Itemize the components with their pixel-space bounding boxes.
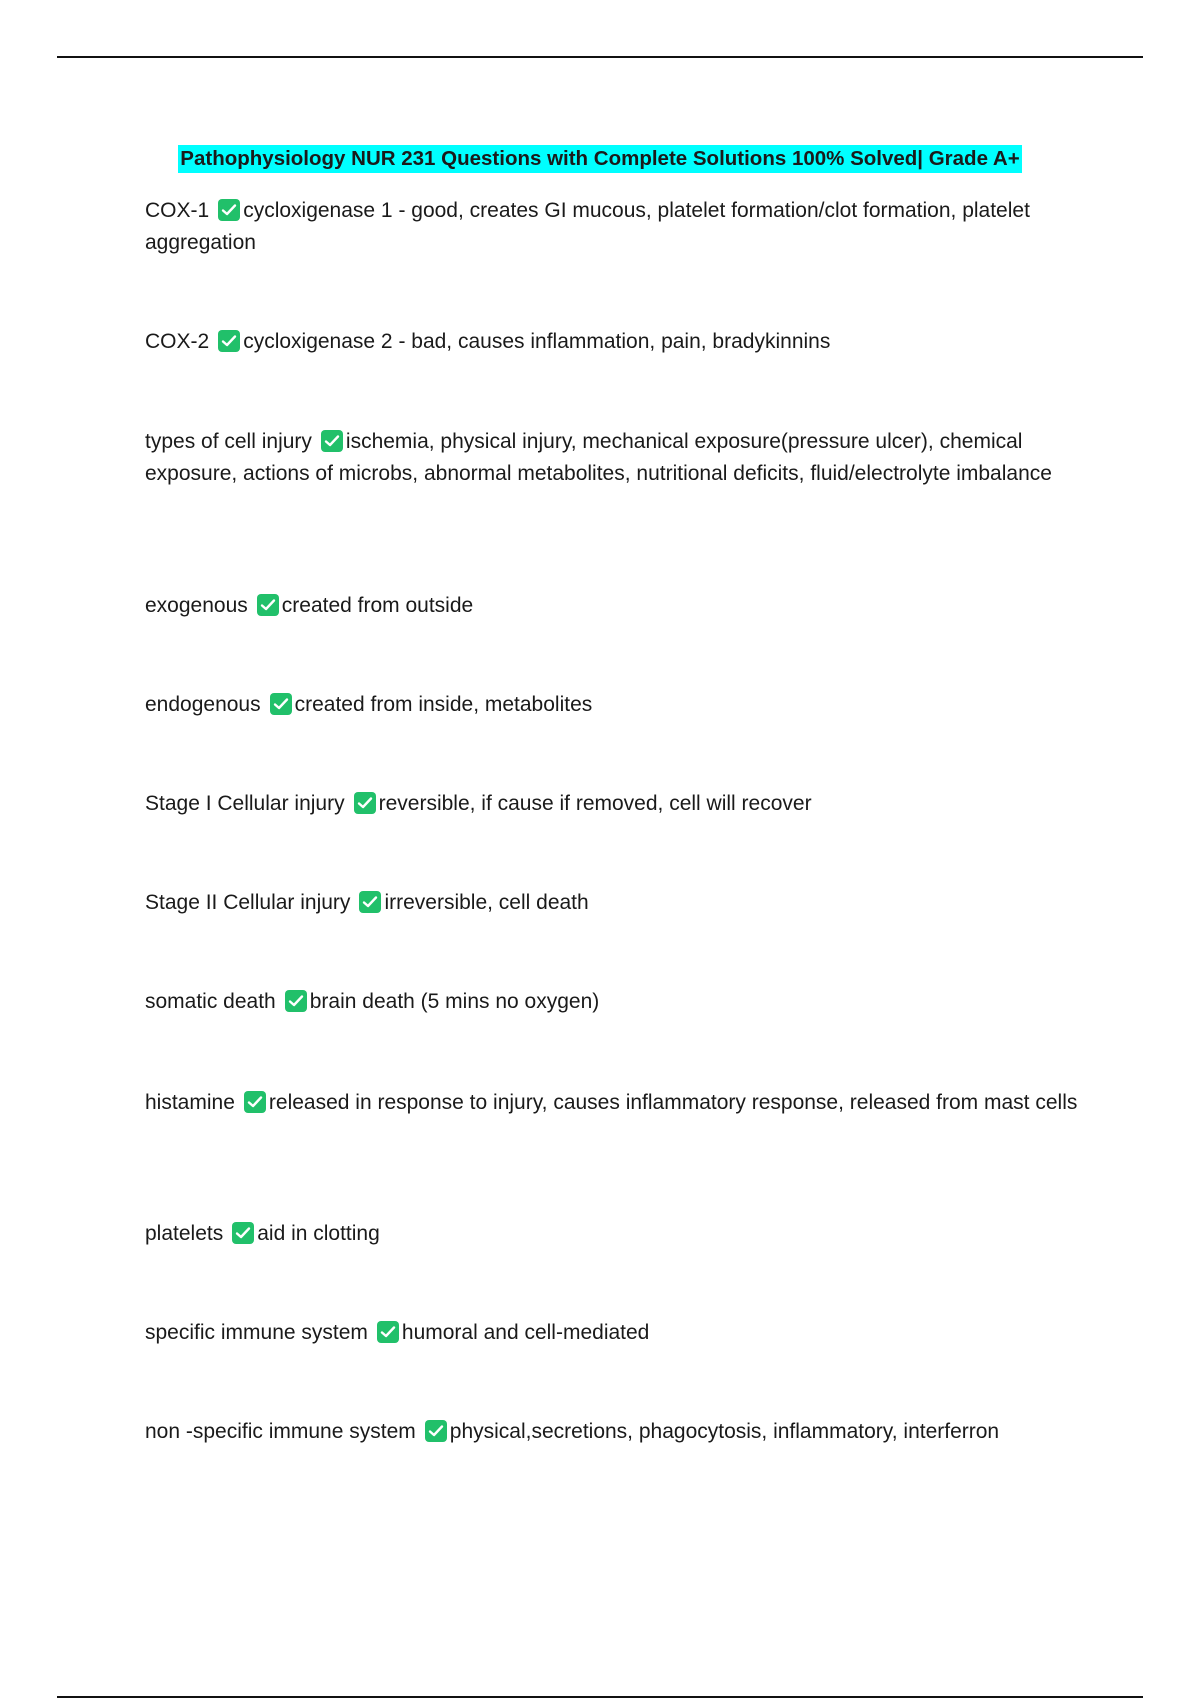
entry-somatic-death bbox=[145, 986, 1095, 1018]
entry-definition: irreversible, cell death bbox=[384, 891, 589, 914]
entry-definition: cycloxigenase 1 - good, creates GI mucous, platelet formation/clot formation, platelet aggregation bbox=[145, 199, 1030, 254]
check-mark-icon bbox=[232, 1222, 254, 1244]
entry-term: histamine bbox=[145, 1091, 235, 1114]
check-mark-icon bbox=[354, 792, 376, 814]
entry-definition: released in response to injury, causes inflammatory response, released from mast cells bbox=[268, 1091, 1078, 1114]
entry-definition: reversible, if cause if removed, cell will recover bbox=[378, 792, 812, 815]
entry-definition: brain death (5 mins no oxygen) bbox=[309, 990, 600, 1013]
entry-cox-1 bbox=[145, 195, 1095, 259]
entry-term: types of cell injury bbox=[145, 430, 312, 453]
entry-definition: created from outside bbox=[281, 594, 474, 617]
check-mark-icon bbox=[377, 1321, 399, 1343]
entry-definition: humoral and cell-mediated bbox=[401, 1321, 650, 1344]
top-rule bbox=[57, 56, 1143, 58]
entry-definition: cycloxigenase 2 - bad, causes inflammation, pain, bradykinnins bbox=[243, 330, 831, 353]
check-mark-icon bbox=[218, 330, 240, 352]
bottom-rule bbox=[57, 1696, 1143, 1698]
entry-term: specific immune system bbox=[145, 1321, 368, 1344]
check-mark-icon bbox=[218, 199, 240, 221]
entry-histamine bbox=[145, 1087, 1095, 1119]
check-mark-icon bbox=[244, 1091, 266, 1113]
entry-exogenous bbox=[145, 590, 1095, 622]
title-container bbox=[0, 145, 1200, 173]
entry-term: endogenous bbox=[145, 693, 261, 716]
entry-platelets bbox=[145, 1218, 1095, 1250]
entry-stage-ii-cellular-injury bbox=[145, 887, 1095, 919]
entry-term: COX-2 bbox=[145, 330, 210, 353]
entry-term: somatic death bbox=[145, 990, 276, 1013]
check-mark-icon bbox=[285, 990, 307, 1012]
entry-term: COX-1 bbox=[145, 199, 210, 222]
entry-definition: created from inside, metabolites bbox=[294, 693, 593, 716]
entry-term: Stage I Cellular injury bbox=[145, 792, 345, 815]
entry-types-of-cell-injury bbox=[145, 426, 1095, 490]
entry-stage-i-cellular-injury bbox=[145, 788, 1095, 820]
check-mark-icon bbox=[270, 693, 292, 715]
check-mark-icon bbox=[359, 891, 381, 913]
entry-endogenous bbox=[145, 689, 1095, 721]
entry-definition: ischemia, physical injury, mechanical exposure(pressure ulcer), chemical exposure, actions of microbs, abnormal metabolites, nutritional deficits, fluid/electrolyte imbalance bbox=[145, 430, 1052, 485]
entry-definition: physical,secretions, phagocytosis, inflammatory, interferron bbox=[449, 1420, 1000, 1443]
check-mark-icon bbox=[425, 1420, 447, 1442]
entry-term: exogenous bbox=[145, 594, 248, 617]
document-title: Pathophysiology NUR 231 Questions with Complete Solutions 100% Solved| Grade A+ bbox=[178, 145, 1021, 173]
entry-non-specific-immune-system bbox=[145, 1416, 1095, 1448]
entry-term: Stage II Cellular injury bbox=[145, 891, 351, 914]
entry-term: non -specific immune system bbox=[145, 1420, 416, 1443]
check-mark-icon bbox=[257, 594, 279, 616]
check-mark-icon bbox=[321, 430, 343, 452]
entry-cox-2 bbox=[145, 326, 1095, 358]
entry-definition: aid in clotting bbox=[257, 1222, 380, 1245]
entry-term: platelets bbox=[145, 1222, 224, 1245]
entry-specific-immune-system bbox=[145, 1317, 1095, 1349]
